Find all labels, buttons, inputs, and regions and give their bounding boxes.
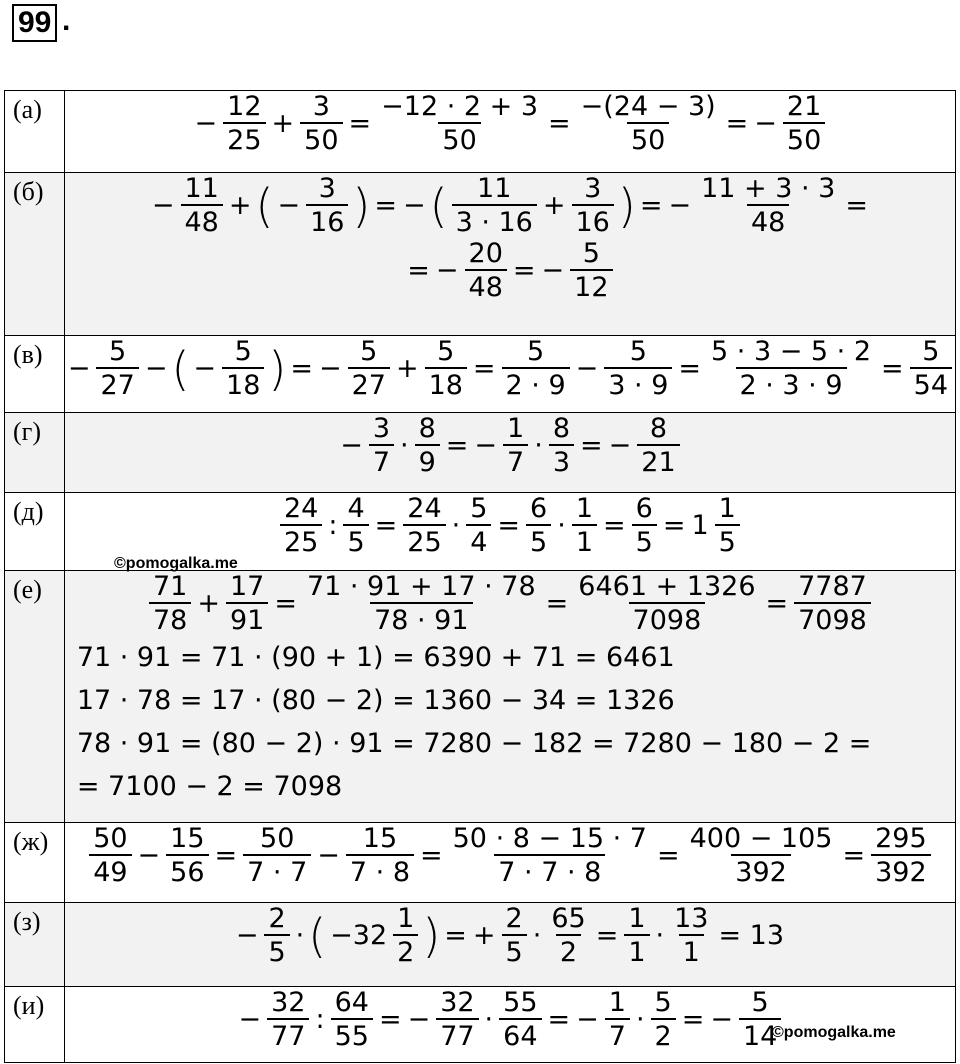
fraction: $\frac{295}{392}$ (871, 825, 931, 886)
fraction: 24 25 (280, 495, 322, 556)
math-line: − $\frac{12}{25}$ + $\frac{3}{50}$ = $\frac{-12 \cdot 2 + 3}{50}$ = $\frac{-(24 - 3)}{50}$ = − $\frac{21}{50}$ (192, 91, 829, 156)
fraction: $\frac{21}{50}$ (783, 93, 825, 154)
fraction: 50 49 (89, 825, 131, 886)
math-line: = − $\frac{20}{48}$ = − $\frac{5}{12}$ (404, 238, 615, 303)
fraction: $\frac{5 \cdot 3 - 5 \cdot 2}{2 \cdot 3 \cdot 9}$ (711, 336, 872, 401)
row-zh (5, 823, 956, 903)
fraction: $\frac{8}{3}$ (549, 415, 574, 476)
fraction: $\frac{11}{48}$ (181, 175, 223, 236)
fraction: $\frac{5}{2 \cdot 9}$ (502, 338, 570, 399)
row-content (64, 823, 955, 903)
row-e (5, 571, 956, 823)
row-a (5, 91, 956, 173)
fraction: 71 78 (149, 573, 191, 634)
fraction: $\frac{17}{91}$ (226, 573, 268, 634)
math-line: − $\frac{3}{7}$ · $\frac{8}{9}$ = − $\frac{1}{7}$ · $\frac{8}{3}$ = − $\frac{8}{21}$ (337, 413, 682, 478)
row-v (5, 336, 956, 413)
fraction: $\frac{5}{14}$ (739, 989, 781, 1050)
fraction: $\frac{3}{16}$ (572, 175, 614, 236)
solution-table (4, 90, 956, 1063)
fraction: $\frac{71 \cdot 91 + 17 \cdot 78}{78 \cdot 91}$ (306, 571, 536, 636)
fraction: $\frac{65}{2}$ (551, 903, 586, 968)
fraction: $\frac{32}{77}$ (267, 989, 309, 1050)
math-line: − $\frac{11}{48}$ + ( − $\frac{3}{16}$ ) = − ( 11 3 · 16 + $\frac{3}{16}$ ) = − $\frac{11 + 3 \cdot 3}{48}$ = (151, 173, 868, 238)
fraction: $\frac{7787}{7098}$ (794, 573, 871, 634)
calc-line: = 7100 − 2 = 7098 (76, 771, 343, 802)
fraction: $\frac{5}{4}$ (466, 495, 491, 556)
fraction: $\frac{50}{7 \cdot 7}$ (243, 825, 311, 886)
fraction: $\frac{64}{55}$ (331, 989, 373, 1050)
fraction: $\frac{50 \cdot 8 - 15 \cdot 7}{7 \cdot 7 \cdot 8}$ (452, 823, 647, 888)
calc-line: 71 · 91 = 71 · (90 + 1) = 6390 + 71 = 6461 (76, 642, 675, 673)
math-line: − $\frac{2}{5}$ · ( −32 1 2 ) = + $\frac{2}{5}$ · $\frac{65}{2}$ = $\frac{1}{1}$ · $\frac{13}{1}$ = 13 (235, 903, 785, 968)
calc-line: 17 · 78 = 17 · (80 − 2) = 1360 − 34 = 1326 (76, 685, 675, 716)
fraction: $\frac{24}{25}$ (403, 495, 445, 556)
fraction: 11 3 · 16 (452, 175, 537, 236)
fraction: $\frac{15}{7 \cdot 8}$ (346, 825, 414, 886)
fraction: $\frac{5}{12}$ (570, 240, 612, 301)
row-label: (г) (5, 413, 65, 493)
fraction: $\frac{1}{7}$ (503, 415, 528, 476)
fraction: $\frac{5}{3 \cdot 9}$ (604, 338, 672, 399)
fraction: $\frac{-12 \cdot 2 + 3}{50}$ (381, 91, 539, 156)
watermark: ©pomogalka.me (114, 555, 238, 572)
math-line: − $\frac{32}{77}$ : $\frac{64}{55}$ = − $\frac{32}{77}$ · $\frac{55}{64}$ = − $\frac{1}{7}$ · $\frac{5}{2}$ = − $\frac{5}{14}$ (235, 987, 784, 1052)
problem-number: 99 (12, 4, 57, 42)
row-label: (и) (5, 987, 65, 1063)
fraction: $\frac{11 + 3 \cdot 3}{48}$ (701, 173, 836, 238)
fraction: $\frac{6}{5}$ (632, 495, 657, 556)
row-content (64, 903, 955, 987)
fraction: $\frac{6}{5}$ (526, 495, 551, 556)
row-label: (а) (5, 91, 65, 173)
fraction: $\frac{1}{1}$ (572, 495, 597, 556)
math-line: 24 25 : $\frac{4}{5}$ = $\frac{24}{25}$ · $\frac{5}{4}$ = $\frac{6}{5}$ · $\frac{1}{1}$ = $\frac{6}{5}$ = 1 1 5 (277, 493, 743, 558)
row-label: (е) (5, 571, 65, 823)
fraction: $\frac{1}{7}$ (605, 989, 630, 1050)
fraction: $\frac{20}{48}$ (465, 240, 507, 301)
math-line: 71 78 + $\frac{17}{91}$ = $\frac{71 \cdot 91 + 17 \cdot 78}{78 \cdot 91}$ = $\frac{6461 + 1326}{7098}$ = $\frac{7787}{7098}$ (146, 571, 874, 636)
row-content (64, 571, 955, 823)
row-label: (ж) (5, 823, 65, 903)
row-content (64, 91, 955, 173)
fraction: $\frac{1}{1}$ (624, 905, 649, 966)
fraction: $\frac{5}{27}$ (96, 338, 138, 399)
row-content (64, 413, 955, 493)
calc-line: 78 · 91 = (80 − 2) · 91 = 7280 − 182 = 7280 − 180 − 2 = (76, 728, 872, 759)
fraction: $\frac{4}{5}$ (343, 495, 368, 556)
row-z (5, 903, 956, 987)
row-content (64, 173, 955, 336)
fraction: $\frac{12}{25}$ (223, 93, 265, 154)
fraction: $\frac{5}{27}$ (348, 338, 390, 399)
problem-number-dot: . (62, 4, 71, 37)
fraction: $\frac{15}{56}$ (166, 825, 208, 886)
math-line: 50 49 − $\frac{15}{56}$ = $\frac{50}{7 \cdot 7}$ − $\frac{15}{7 \cdot 8}$ = $\frac{50 \cdot 8 - 15 \cdot 7}{7 \cdot 7 \cdot 8}$ = $\frac{400 - 105}{392}$ = $\frac{295}{392}$ (86, 823, 933, 888)
row-label: (в) (5, 336, 65, 413)
fraction: $\frac{5}{18}$ (425, 338, 467, 399)
fraction: $\frac{13}{1}$ (674, 903, 709, 968)
fraction: $\frac{-(24 - 3)}{50}$ (580, 91, 716, 156)
fraction: $\frac{8}{21}$ (637, 415, 679, 476)
fraction: $\frac{400 - 105}{392}$ (689, 823, 833, 888)
row-label: (з) (5, 903, 65, 987)
fraction: $\frac{5}{54}$ (910, 338, 952, 399)
fraction: 1 2 (393, 905, 418, 966)
fraction: $\frac{3}{7}$ (369, 415, 394, 476)
fraction: $\frac{8}{9}$ (415, 415, 440, 476)
fraction: $\frac{32}{77}$ (436, 989, 478, 1050)
fraction: 1 5 (715, 495, 740, 556)
row-content (64, 336, 955, 413)
math-line: − $\frac{5}{27}$ − ( − $\frac{5}{18}$ ) = − $\frac{5}{27}$ + $\frac{5}{18}$ = $\frac{5}{2 \cdot 9}$ − $\frac{5}{3 \cdot 9}$ = $\frac{5 \cdot 3 - 5 \cdot 2}{2 \cdot 3 \cdot 9}$ = $\frac{5}{54}$ (65, 336, 955, 401)
row-g (5, 413, 956, 493)
fraction: $\frac{2}{5}$ (502, 905, 527, 966)
fraction: $\frac{3}{16}$ (306, 175, 348, 236)
row-label: (д) (5, 493, 65, 571)
watermark: ©pomogalka.me (772, 1024, 896, 1041)
row-label: (б) (5, 173, 65, 336)
fraction: $\frac{2}{5}$ (264, 905, 289, 966)
fraction: $\frac{6461 + 1326}{7098}$ (578, 571, 756, 636)
fraction: $\frac{5}{2}$ (651, 989, 676, 1050)
fraction: $\frac{55}{64}$ (499, 989, 541, 1050)
fraction: $\frac{5}{18}$ (222, 338, 264, 399)
fraction: $\frac{3}{50}$ (300, 93, 342, 154)
row-b (5, 173, 956, 336)
